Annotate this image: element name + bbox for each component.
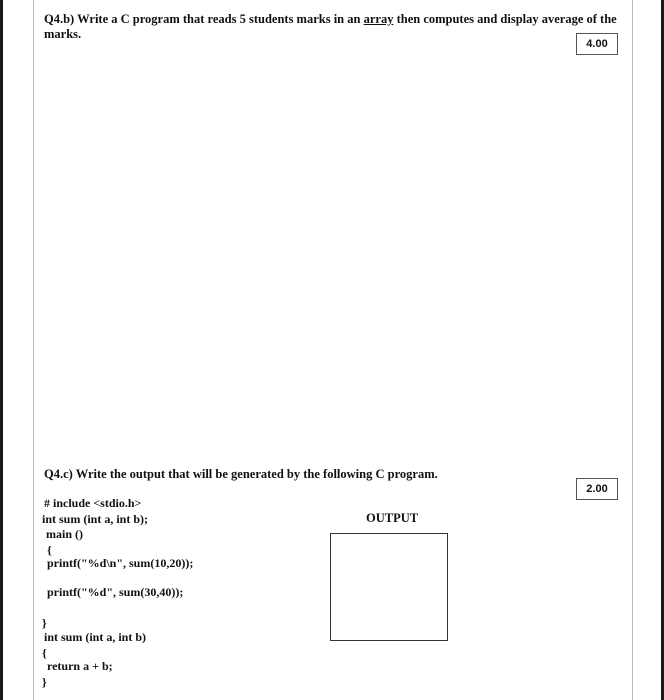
code-line-function-close-brace: } xyxy=(42,675,47,689)
question-4c-text: Write the output that will be generated by the following C program. xyxy=(72,467,438,481)
code-line-open-brace: { xyxy=(47,543,52,557)
score-badge-4c: 2.00 xyxy=(576,478,618,500)
output-answer-box[interactable] xyxy=(330,533,448,641)
code-line-function-header: int sum (int a, int b) xyxy=(44,630,147,644)
code-line-main: main () xyxy=(46,527,83,541)
question-4b-text-end: then computes and display average of the marks. xyxy=(44,12,617,41)
code-line-prototype: int sum (int a, int b); xyxy=(42,512,149,526)
question-4b-text-start: Write a C program that reads 5 students marks in an xyxy=(74,12,364,26)
output-label: OUTPUT xyxy=(366,511,419,525)
code-line-include: # include <stdio.h> xyxy=(44,496,142,510)
score-badge-4b: 4.00 xyxy=(576,33,618,55)
question-4b xyxy=(44,12,624,42)
question-4c-label: Q4.c) xyxy=(44,467,73,481)
code-line-close-brace: } xyxy=(42,616,47,630)
code-line-function-open-brace: { xyxy=(42,646,47,660)
code-line-return: return a + b; xyxy=(47,659,113,673)
question-4b-label: Q4.b) xyxy=(44,12,75,26)
code-line-printf-1: printf("%d\n", sum(10,20)); xyxy=(47,556,194,570)
code-line-printf-2: printf("%d", sum(30,40)); xyxy=(47,585,184,599)
left-edge-bar xyxy=(0,0,3,700)
question-4c xyxy=(44,467,564,482)
question-4b-underlined-word: array xyxy=(363,12,394,26)
